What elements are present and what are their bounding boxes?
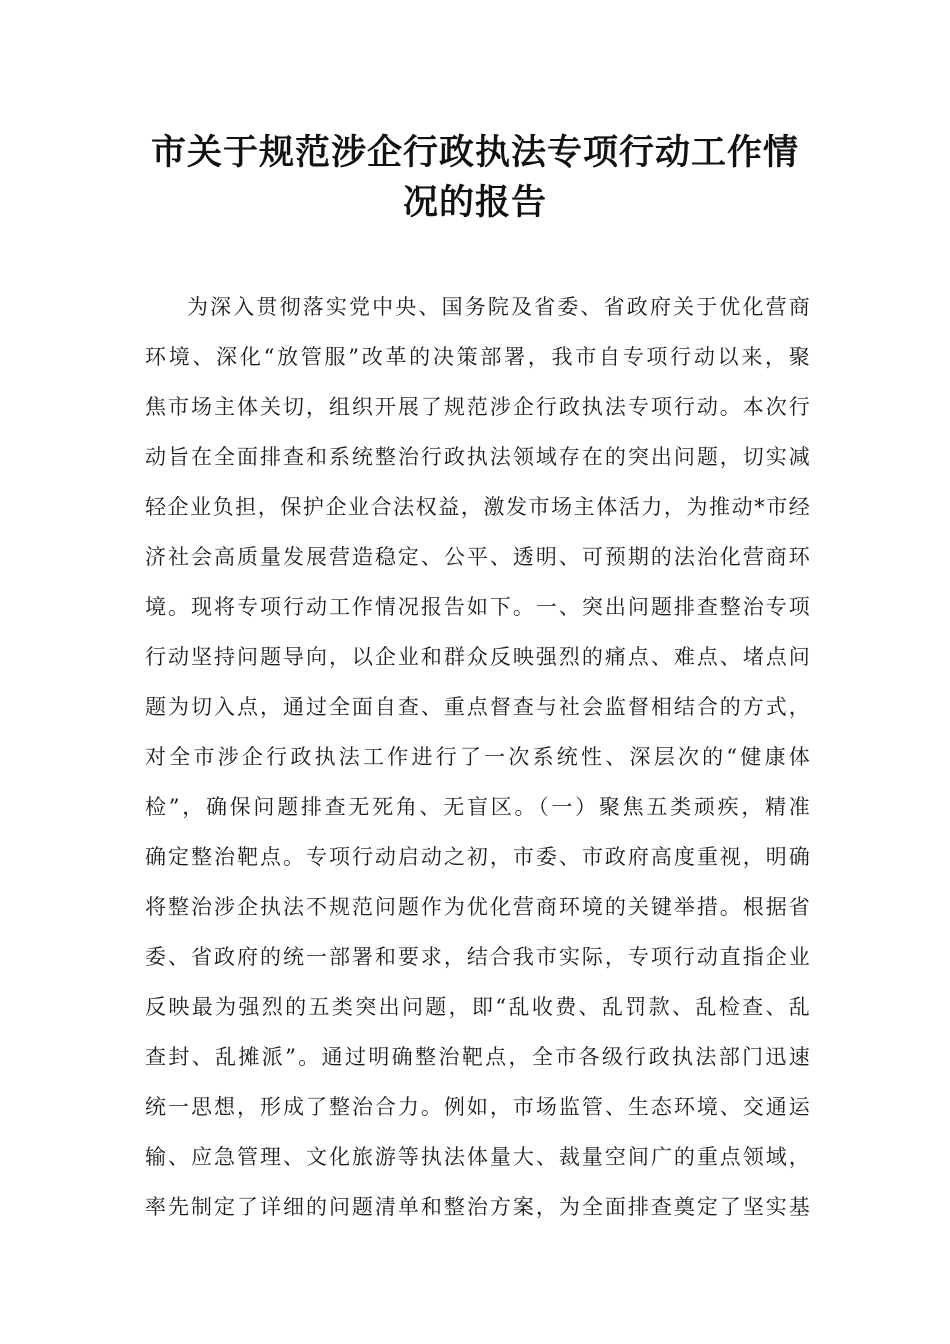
body-line: 焦市场主体关切，组织开展了规范涉企行政执法专项行动。本次行 — [145, 395, 810, 419]
title-line: 况的报告 — [402, 183, 547, 223]
body-line: 统一思想，形成了整治合力。例如，市场监管、生态环境、交通运 — [145, 1095, 810, 1119]
body-line: 输、应急管理、文化旅游等执法体量大、裁量空间广的重点领域， — [145, 1145, 810, 1169]
document-body — [145, 282, 810, 1232]
body-line: 环境、深化“放管服”改革的决策部署，我市自专项行动以来，聚 — [145, 345, 810, 369]
body-line: 动旨在全面排查和系统整治行政执法领域存在的突出问题，切实减 — [145, 445, 810, 469]
body-line: 率先制定了详细的问题清单和整治方案，为全面排查奠定了坚实基 — [145, 1195, 810, 1219]
body-line: 济社会高质量发展营造稳定、公平、透明、可预期的法治化营商环 — [145, 545, 810, 569]
body-line: 确定整治靶点。专项行动启动之初，市委、市政府高度重视，明确 — [145, 845, 810, 869]
body-line: 反映最为强烈的五类突出问题，即“乱收费、乱罚款、乱检查、乱 — [145, 995, 810, 1019]
body-line: 轻企业负担，保护企业合法权益，激发市场主体活力，为推动*市经 — [145, 495, 810, 519]
body-line: 委、省政府的统一部署和要求，结合我市实际，专项行动直指企业 — [145, 945, 810, 969]
body-line: 检”，确保问题排查无死角、无盲区。（一）聚焦五类顽疾，精准 — [145, 795, 810, 819]
body-line: 将整治涉企执法不规范问题作为优化营商环境的关键举措。根据省 — [145, 895, 810, 919]
body-line: 为深入贯彻落实党中央、国务院及省委、省政府关于优化营商 — [187, 295, 810, 319]
body-line: 行动坚持问题导向，以企业和群众反映强烈的痛点、难点、堵点问 — [145, 645, 810, 669]
body-line: 境。现将专项行动工作情况报告如下。一、突出问题排查整治专项 — [145, 595, 810, 619]
document-title — [140, 128, 810, 228]
body-line: 查封、乱摊派”。通过明确整治靶点，全市各级行政执法部门迅速 — [145, 1045, 810, 1069]
body-line: 题为切入点，通过全面自查、重点督查与社会监督相结合的方式， — [145, 695, 810, 719]
title-line: 市关于规范涉企行政执法专项行动工作情 — [150, 133, 799, 173]
body-line: 对全市涉企行政执法工作进行了一次系统性、深层次的“健康体 — [145, 745, 810, 769]
